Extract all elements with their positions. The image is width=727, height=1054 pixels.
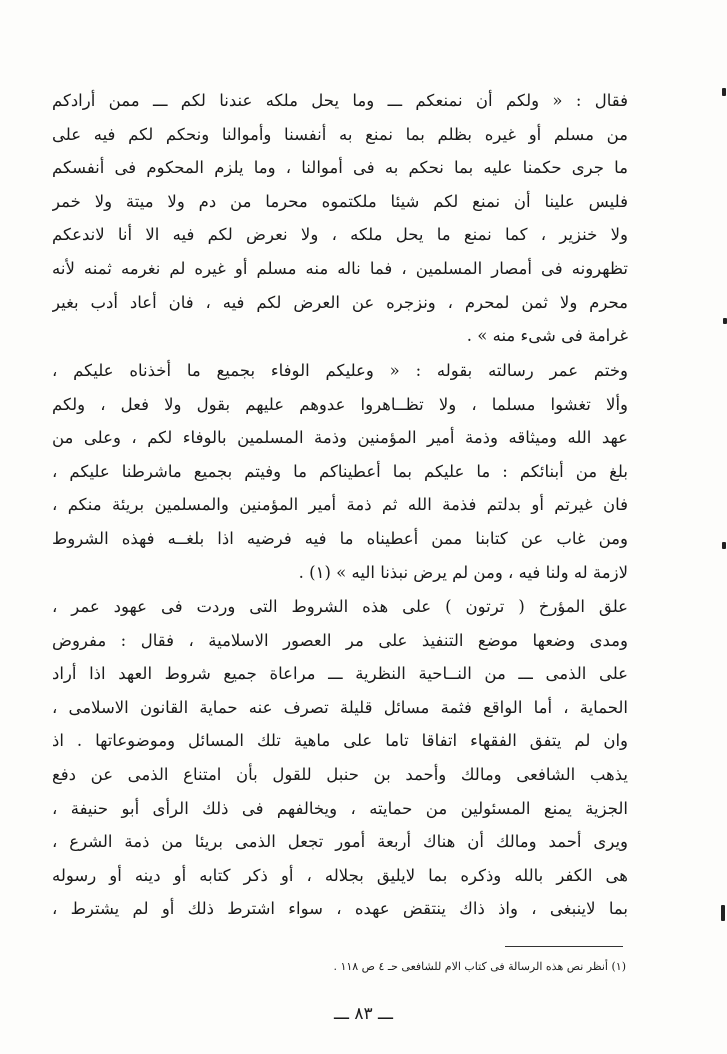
text-line: تظهرونه فى أمصار المسلمين ، فما ناله منه مسلم أو غيره لم نغرمه ثمنه لأنه (52, 258, 628, 278)
text-line: غرامة فى شىء منه » . (466, 326, 628, 346)
paragraph-3 (52, 590, 628, 926)
text-line: لازمة له ولنا فيه ، ومن لم يرض نبذنا اليه » (١) . (298, 562, 628, 582)
page-number: ـــ ٨٣ ـــ (334, 1004, 393, 1024)
text-line: علق المؤرخ ( ترتون ) على هذه الشروط التى وردت فى عهود عمر ، (52, 597, 628, 616)
text-line: ومدى وضعها موضع التنفيذ على مر العصور الاسلامية ، فقال : مفروض (52, 630, 628, 650)
scan-edge-mark (722, 88, 726, 96)
paragraph-1 (52, 84, 628, 353)
text-line: على الذمى ـــ من النــاحية النظرية ـــ مراعاة جميع شروط العهد اذا أراد (52, 664, 628, 684)
text-line: وألا تغشوا مسلما ، ولا تظــاهروا عدوهم عليهم بقول ولا فعل ، ولكم (52, 394, 628, 414)
text-line: ما جرى حكمنا عليه بما نحكم به فى أموالنا ، وما يلزم المحكوم فى أنفسكم (52, 158, 628, 178)
footnote: (١) أنظر نص هذه الرسالة فى كتاب الام للشافعى حـ ٤ ص ١١٨ . (333, 960, 626, 973)
text-line: فليس علينا أن نمنع لكم شيئا ملكتموه محرما من دم ولا ميتة ولا خمر (52, 191, 628, 211)
text-line: فان غيرتم أو بدلتم فذمة الله ثم ذمة أمير المؤمنين والمسلمين بريئة منكم ، (52, 495, 628, 515)
text-line: ويرى أحمد ومالك أن هناك أربعة أمور تجعل الذمى بريئا من ذمة الشرع ، (52, 832, 628, 852)
text-line: الحماية ، أما الواقع فثمة مسائل قليلة تصرف عنه حماية القانون الاسلامى ، (52, 697, 628, 717)
scan-edge-mark (723, 318, 727, 324)
text-line: عهد الله وميثاقه وذمة أمير المؤمنين وذمة المسلمين بالوفاء لكم ، وعلى من (52, 428, 628, 448)
text-line: ولا خنزير ، كما نمنع ما يحل ملكه ، ولا نعرض لكم فيه الا أنا لاندعكم (52, 225, 628, 245)
text-line: بما لاينبغى ، واذ ذاك ينتقض عهده ، سواء اشترط ذلك أو لم يشترط ، (52, 899, 628, 919)
text-line: الجزية يمنع المسئولين من حمايته ، ويخالفهم فى ذلك الرأى أبو حنيفة ، (52, 798, 628, 818)
scan-edge-mark (721, 905, 725, 921)
footnote-divider (505, 946, 623, 947)
scan-edge-mark (722, 542, 726, 549)
text-line: يذهب الشافعى ومالك وأحمد بن حنبل للقول بأن امتناع الذمى عن دفع (52, 764, 628, 784)
text-line: وان لم يتفق الفقهاء اتفاقا تاما على ماهية تلك المسائل وموضوعاتها . اذ (52, 731, 628, 751)
text-line: محرم ولا ثمن لمحرم ، ونزجره عن العرض لكم فيه ، فان أعاد أدب بغير (52, 292, 628, 312)
paragraph-2 (52, 354, 628, 589)
text-line: من مسلم أو غيره بظلم بما نمنع به أنفسنا وأموالنا ونحكم لكم فيه على (52, 124, 628, 144)
text-line: وختم عمر رسالته بقوله : « وعليكم الوفاء بجميع ما أخذناه عليكم ، (52, 361, 628, 380)
text-line: ومن غاب عن كتابنا ممن أعطيناه ما فيه فرضيه اذا بلغــه فهذه الشروط (52, 528, 628, 548)
text-line: بلغ من أبنائكم : ما عليكم بما أعطيناكم ما وفيتم بجميع ماشرطنا عليكم ، (52, 461, 628, 481)
text-line: هى الكفر بالله وذكره بما لايليق بجلاله ، أو ذكر كتابه أو دينه أو رسوله (52, 865, 628, 885)
text-line: فقال : « ولكم أن نمنعكم ـــ وما يحل ملكه عندنا لكم ـــ ممن أرادكم (52, 91, 628, 110)
